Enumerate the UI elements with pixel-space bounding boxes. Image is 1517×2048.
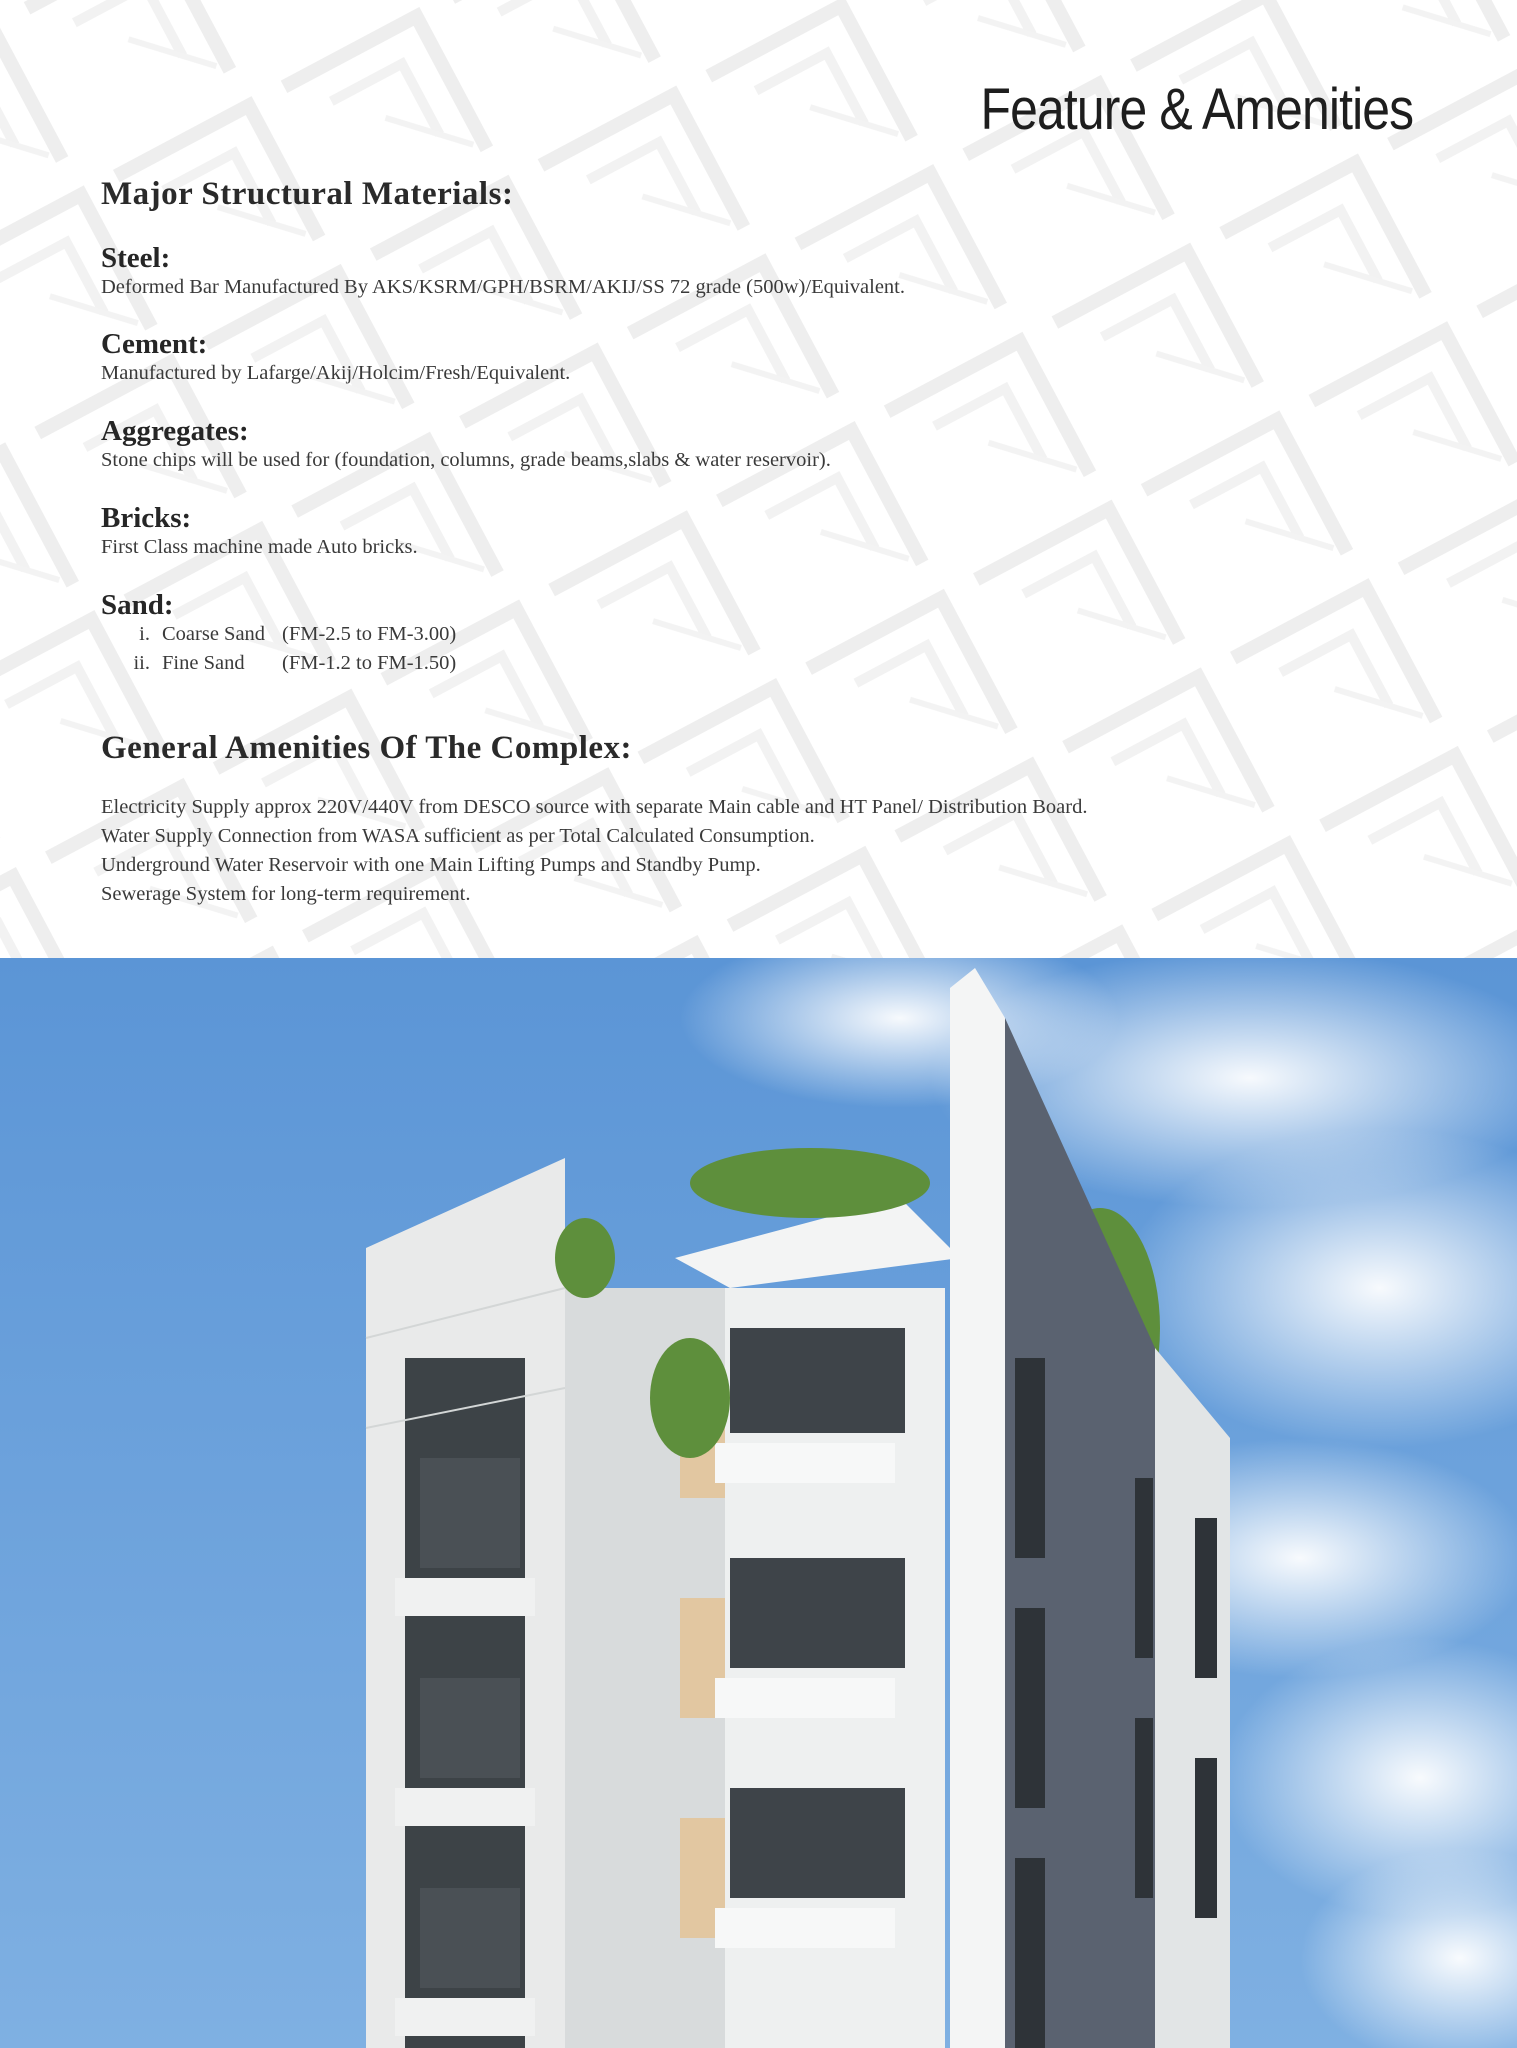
amenity-line: Sewerage System for long-term requirement. [101, 883, 471, 905]
page-title: Feature & Amenities [980, 77, 1413, 142]
bricks-text: First Class machine made Auto bricks. [101, 536, 418, 558]
sand-item-spec: (FM-1.2 to FM-1.50) [282, 652, 457, 674]
building-photo [0, 958, 1517, 2048]
amenity-line: Electricity Supply approx 220V/440V from DESCO source with separate Main cable and HT Panel/ Distribution Board. [101, 796, 1088, 818]
cement-text: Manufactured by Lafarge/Akij/Holcim/Fresh/Equivalent. [101, 362, 571, 384]
sand-item-number: i. [139, 623, 150, 645]
sand-item-spec: (FM-2.5 to FM-3.00) [282, 623, 457, 645]
features-content [0, 0, 1517, 958]
aggregates-text: Stone chips will be used for (foundation, columns, grade beams,slabs & water reservoir). [101, 449, 831, 471]
structural-heading: Major Structural Materials: [101, 176, 514, 212]
sand-item-name: Coarse Sand [162, 623, 266, 645]
sand-item [120, 623, 456, 646]
amenity-line: Water Supply Connection from WASA sufficient as per Total Calculated Consumption. [101, 825, 815, 847]
sand-label: Sand: [101, 589, 174, 621]
sand-item-number: ii. [133, 652, 150, 674]
sand-item-name: Fine Sand [162, 652, 245, 674]
steel-text: Deformed Bar Manufactured By AKS/KSRM/GPH/BSRM/AKIJ/SS 72 grade (500w)/Equivalent. [101, 276, 905, 298]
amenity-line: Underground Water Reservoir with one Main Lifting Pumps and Standby Pump. [101, 854, 761, 876]
steel-label: Steel: [101, 242, 171, 274]
aggregates-label: Aggregates: [101, 415, 249, 447]
amenities-heading: General Amenities Of The Complex: [101, 730, 632, 766]
cement-label: Cement: [101, 328, 208, 360]
bricks-label: Bricks: [101, 502, 192, 534]
sand-item [120, 652, 456, 675]
